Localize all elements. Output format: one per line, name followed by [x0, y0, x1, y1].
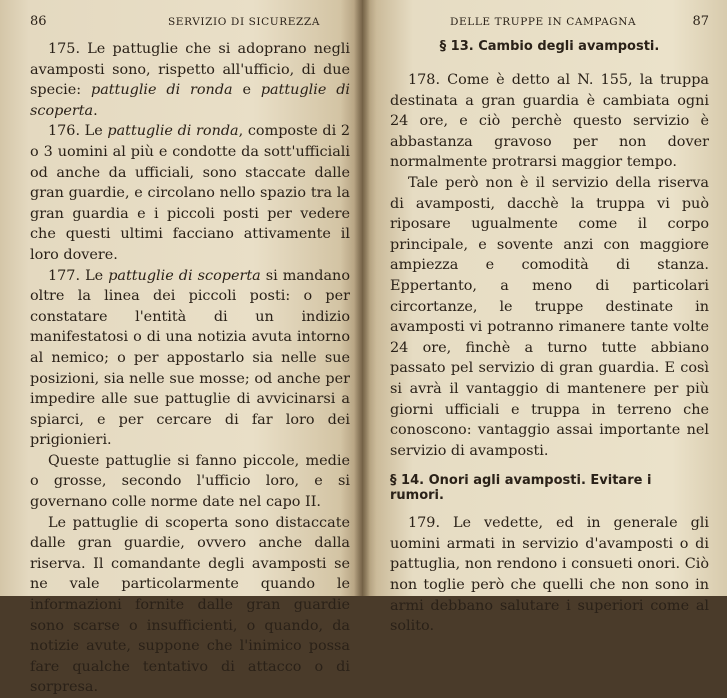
left-page	[0, 0, 362, 696]
page-number: 86	[30, 14, 47, 29]
section-heading-13: § 13. Cambio degli avamposti.	[439, 39, 660, 54]
paragraph	[30, 39, 350, 121]
italic-term: pattuglie di scoperta	[30, 82, 351, 119]
paragraph-178: 178. Come è detto al N. 155, la truppa destinata a gran guardia è cambiata ogni 24 ore, e ciò perchè questo servizio è abbastanza gravoso per non dover normalmente protrarsi maggior tempo.	[390, 72, 709, 171]
page-number: 87	[692, 14, 709, 29]
italic-term: pattuglie di ronda	[90, 82, 233, 99]
running-title: SERVIZIO DI SICUREZZA	[168, 16, 320, 28]
text-run: Le pattuglie di scoperta sono distaccate dalle gran guardie, ovvero anche dalla riserva. Il comandante degli avamposti se ne vale particolarmente quando le informazioni fornite dalle gran guardie sono scarse o insufficienti, o quando, da notizie avute, suppone che l'inimico possa fare qualche tentativo di attacco o di sorpresa.	[30, 514, 350, 696]
running-title: DELLE TRUPPE IN CAMPAGNA	[450, 16, 637, 28]
text-run: , composte di 2 o 3 uomini al più e condotte da sott'ufficiali od anche da ufficiali, sono staccate dalle gran guardie, e circolano nello spazio tra la gran guardia e i piccoli posti per vedere che questi ultimi facciano attivamente il loro dovere.	[30, 123, 351, 263]
paragraph	[30, 513, 350, 698]
section-heading-14: § 14. Onori agli avamposti. Evitare i rumori.	[390, 473, 652, 504]
text-run: Queste pattuglie si fanno piccole, medie o grosse, secondo l'ufficio loro, e si governano colle norme date nel capo II.	[30, 452, 350, 511]
left-page-body	[30, 39, 350, 698]
text-run: 177. Le	[48, 267, 109, 284]
text-run: si mandano oltre la linea dei piccoli posti: o per constatare l'entità di un indizio manifestatosi o di una notizia avuta intorno al nemico; o per appostarlo sia nelle sue posizioni, sia nelle sue mosse; od anche per impedire alle sue pattuglie di avvicinarsi a spiarci, e per cercare di far loro dei prigionieri.	[30, 267, 350, 449]
italic-term: pattuglie di scoperta	[108, 267, 261, 284]
right-running-head	[390, 14, 709, 29]
text-run: e	[232, 82, 261, 99]
right-page	[362, 0, 727, 635]
text-run: 176. Le	[48, 123, 108, 140]
left-running-head	[30, 14, 350, 29]
paragraph-reserve: Tale però non è il servizio della riserva di avamposti, dacchè la truppa vi può riposare ugualmente come il corpo principale, e sovente anzi con maggiore ampiezza e comodità di stanza. Eppertanto, a meno di particolari circortanze, le truppe destinate in avamposti vi potranno rimanere tante volte 24 ore, finchè a turno tutte abbiano passato pel servizio di gran guardia. E così si avrà il vantaggio di mantenere per più giorni ufficiali e truppa in terreno che conoscono: vantaggio assai importante nel servizio di avamposti.	[390, 174, 709, 459]
paragraph	[30, 266, 350, 451]
paragraph	[30, 121, 350, 265]
paragraph	[30, 451, 350, 513]
paragraph-179: 179. Le vedette, ed in generale gli uomini armati in servizio d'avamposti o di pattuglia, non rendono i consueti onori. Ciò non toglie però che quelli che non sono in armi debbano salutare i superiori come al solito.	[390, 515, 709, 635]
text-run: 175. Le pattuglie che si adoprano negli avamposti sono, rispetto all'ufficio, di due specie:	[30, 41, 350, 99]
italic-term: pattuglie di ronda	[107, 123, 239, 140]
text-run: .	[93, 102, 98, 119]
